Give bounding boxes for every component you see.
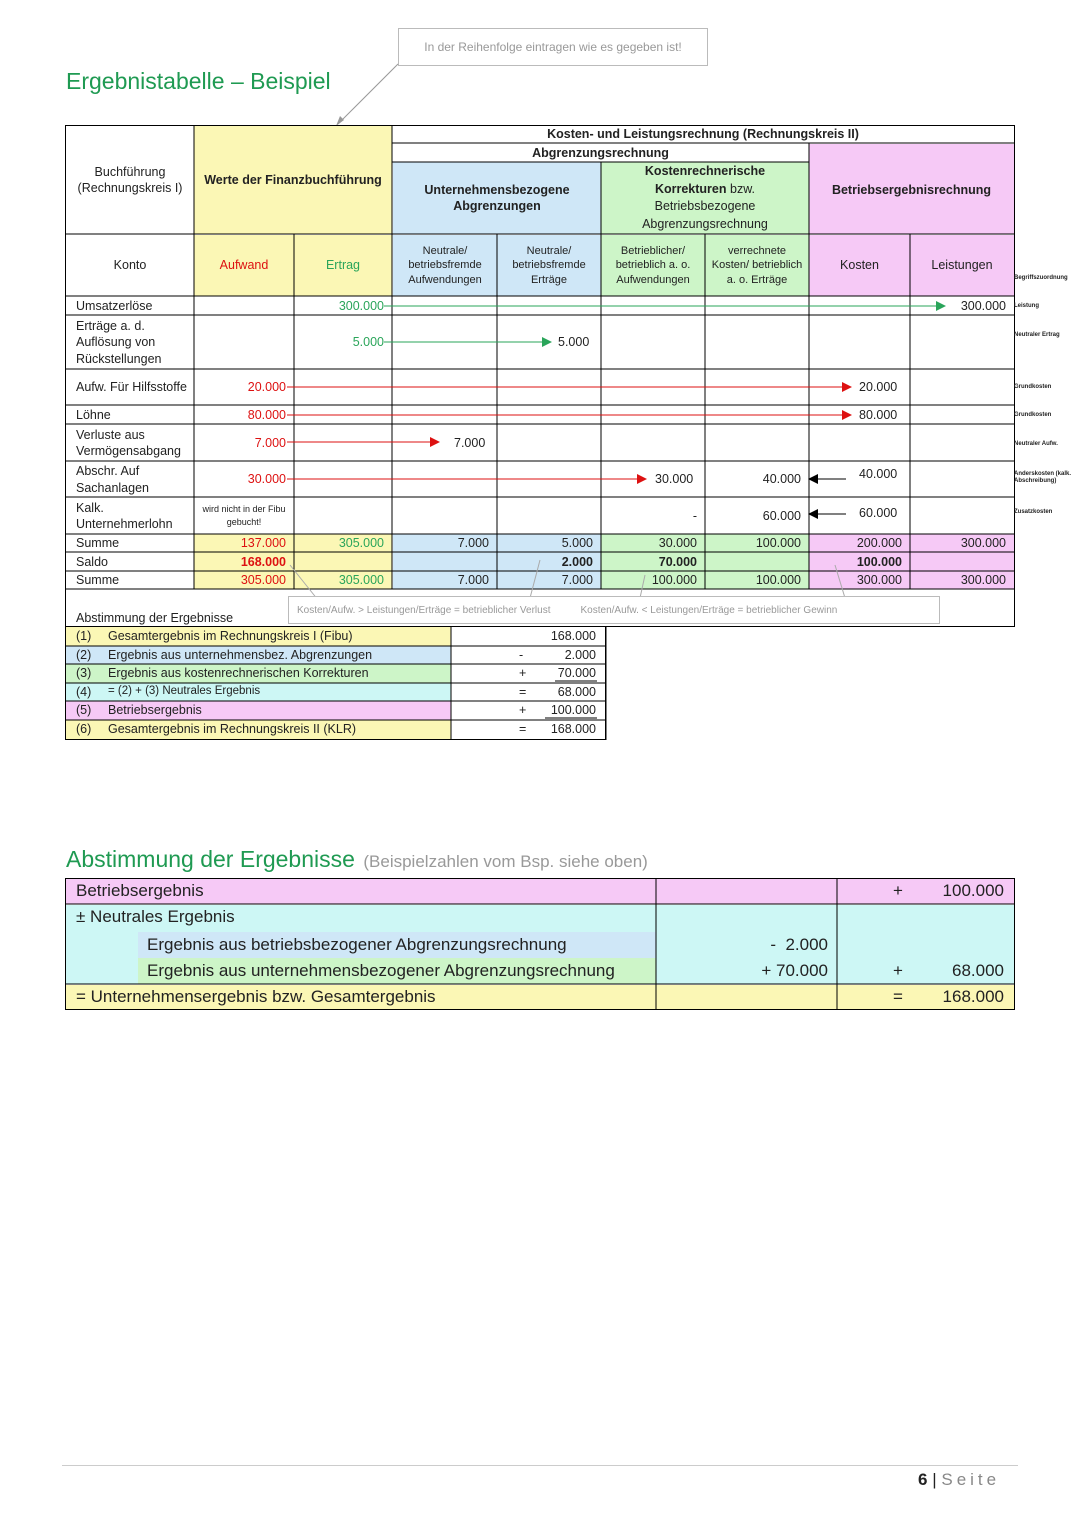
betr-aufw-cell: - (692, 508, 697, 523)
row-label: Ergebnis aus kostenrechnerischen Korrekturen (108, 666, 369, 680)
summe2-leist: 300.000 (960, 573, 1006, 588)
summe-n-ertr: 5.000 (561, 536, 593, 551)
summe-kosten: 200.000 (856, 536, 902, 551)
row-op: - (519, 648, 524, 662)
instruction-note: In der Reihenfolge eintragen wie es gegeben ist! (398, 28, 708, 66)
neutral-op: + (893, 961, 903, 980)
row-value: 2.000 (564, 648, 596, 662)
betr-aufw-cell: 30.000 (655, 472, 694, 487)
side-label: Grundkosten (1014, 412, 1052, 418)
ertrag-value: 300.000 (338, 298, 384, 313)
row-index: (4) (76, 685, 92, 699)
kosten-cell: 60.000 (859, 505, 898, 520)
kostenrechn-bzw: bzw. (726, 181, 756, 196)
row-label: = (2) + (3) Neutrales Ergebnis (108, 685, 261, 697)
konto-cell: Löhne (76, 407, 111, 422)
konto-cell: Kalk. Unternehmerlohn (76, 500, 173, 531)
konto-cell: Verluste aus Vermögensabgang (76, 427, 181, 458)
col-aufwand: Aufwand (219, 258, 269, 273)
row-label: Gesamtergebnis im Rechnungskreis II (KLR) (108, 722, 357, 736)
betriebsergebnis-label: Betriebsergebnis (76, 881, 204, 900)
saldo-aufwand: 168.000 (240, 554, 286, 569)
col-konto: Konto (113, 258, 147, 273)
summe-label: Summe (76, 536, 120, 551)
aufwand-value: 80.000 (247, 407, 286, 422)
row-index: (3) (76, 666, 92, 680)
row-index: (5) (76, 703, 92, 717)
row-op: + (519, 703, 527, 717)
gesamt-value: 168.000 (942, 987, 1004, 1006)
footer-sep: | (932, 1470, 937, 1489)
summe2-n-aufw: 7.000 (457, 573, 489, 588)
side-label: Neutraler Aufw. (1014, 441, 1058, 447)
col-leistungen: Leistungen (931, 258, 993, 273)
betriebsbez-value: - 2.000 (770, 935, 828, 954)
konto-cell: Aufw. Für Hilfsstoffe (76, 380, 187, 395)
saldo-n-ertr: 2.000 (561, 554, 593, 569)
betriebsbez-label: Ergebnis aus betriebsbezogener Abgrenzungsrechnung (147, 935, 567, 954)
gesamt-op: = (893, 987, 903, 1006)
row-index: (6) (76, 722, 92, 736)
konto-cell: Abschr. Auf Sachanlagen (76, 464, 149, 495)
verr-kosten-cell: 40.000 (762, 472, 801, 487)
kostenrechn-korrekturen: Korrekturen (654, 181, 727, 196)
row-label: Gesamtergebnis im Rechnungskreis I (Fibu) (108, 629, 353, 643)
col-verr-kosten: verrechnete Kosten/ betrieblich a. o. Erträge (711, 245, 803, 286)
summe2-ertrag: 305.000 (338, 573, 384, 588)
kosten-cell: 80.000 (859, 407, 898, 422)
konto-cell: Erträge a. d. Auflösung von Rückstellungen (76, 319, 162, 366)
abgrenzung-header: Abgrenzungsrechnung (532, 145, 669, 160)
gesamt-label: = Unternehmensergebnis bzw. Gesamtergebnis (76, 987, 436, 1006)
col-neutral-aufw: Neutrale/ betriebsfremde Aufwendungen (408, 245, 482, 286)
summe-verr: 100.000 (755, 536, 801, 551)
side-label: Anderskosten (kalk. Abschreibung) (1014, 471, 1072, 485)
neutral-aufw-cell: 7.000 (454, 435, 486, 450)
ertrag-value: 5.000 (352, 335, 384, 350)
aufwand-value: 30.000 (247, 472, 286, 487)
note-gewinn: Kosten/Aufw. < Leistungen/Erträge = betrieblicher Gewinn (580, 604, 838, 616)
buchfuehrung-header: Buchführung (Rechnungskreis I) (77, 164, 183, 195)
summe-aufwand: 137.000 (240, 536, 286, 551)
side-label: Leistung (1014, 303, 1039, 309)
kostenrechn-line3: Betriebsbezogene (654, 199, 756, 213)
footer-divider (62, 1465, 1018, 1466)
page-number: 6 (918, 1470, 928, 1489)
col-betr-aufw: Betrieblicher/ betrieblich a. o. Aufwendungen (615, 245, 691, 286)
page-title: Ergebnistabelle – Beispiel (66, 68, 331, 94)
summe-leist: 300.000 (960, 536, 1006, 551)
side-label: Grundkosten (1014, 384, 1052, 390)
unternehmensbez-label: Ergebnis aus unternehmensbezogener Abgrenzungsrechnung (147, 961, 615, 980)
summe2-label: Summe (76, 573, 120, 588)
summe-n-aufw: 7.000 (457, 536, 489, 551)
col-neutral-ertr: Neutrale/ betriebsfremde Erträge (512, 245, 586, 286)
leistungen-cell: 300.000 (960, 298, 1006, 313)
row-op: = (519, 685, 527, 699)
abstimmung-label: Abstimmung der Ergebnisse (76, 611, 234, 625)
verr-kosten-cell: 60.000 (762, 508, 801, 523)
col-kosten: Kosten (840, 258, 879, 273)
unternehmensbez-value: + 70.000 (761, 961, 828, 980)
fibu-note-cell: wird nicht in der Fibu gebucht! (202, 504, 286, 527)
summe-ertrag: 305.000 (338, 536, 384, 551)
row-value: 68.000 (557, 685, 596, 699)
be-op: + (893, 881, 903, 900)
note-verlust: Kosten/Aufw. > Leistungen/Erträge = betrieblicher Verlust (297, 604, 551, 616)
side-label: Neutraler Ertrag (1014, 332, 1060, 338)
row-op: + (519, 666, 527, 680)
summe2-kosten: 300.000 (856, 573, 902, 588)
neutral-label: ± Neutrales Ergebnis (76, 907, 235, 926)
side-label: Zusatzkosten (1014, 509, 1053, 515)
summe-b-aufw: 30.000 (658, 536, 697, 551)
kostenrechn-line1: Kostenrechnerische (644, 164, 766, 178)
summe2-n-ertr: 7.000 (561, 573, 593, 588)
summe2-verr: 100.000 (755, 573, 801, 588)
side-label: Begriffszuordnung (1014, 275, 1068, 281)
footer-word: Seite (941, 1470, 1001, 1489)
unternehmen-header: Unternehmensbezogene Abgrenzungen (424, 182, 570, 213)
klr-header: Kosten- und Leistungsrechnung (Rechnungskreis II) (547, 127, 859, 142)
fibu-header: Werte der Finanzbuchführung (204, 172, 382, 187)
kostenrechn-line4: Abgrenzungsrechnung (642, 216, 768, 231)
section2-subtitle: (Beispielzahlen vom Bsp. siehe oben) (363, 852, 648, 871)
row-value: 70.000 (557, 666, 596, 680)
row-value: 100.000 (550, 703, 596, 717)
row-value: 168.000 (550, 629, 596, 643)
row-op: = (519, 722, 527, 736)
aufwand-value: 7.000 (254, 435, 286, 450)
konto-cell: Umsatzerlöse (76, 298, 153, 313)
kosten-cell: 40.000 (859, 467, 898, 482)
row-label: Betriebsergebnis (108, 703, 202, 717)
page-footer (918, 1470, 1000, 1490)
neutral-value: 68.000 (952, 961, 1004, 980)
kosten-cell: 20.000 (859, 380, 898, 395)
saldo-b-aufw: 70.000 (658, 554, 697, 569)
saldo-kosten: 100.000 (856, 554, 902, 569)
saldo-label: Saldo (76, 554, 108, 569)
row-label: Ergebnis aus unternehmensbez. Abgrenzungen (108, 648, 373, 662)
neutral-ertr-cell: 5.000 (558, 335, 590, 350)
summe2-aufwand: 305.000 (240, 573, 286, 588)
summe2-b-aufw: 100.000 (651, 573, 697, 588)
row-value: 168.000 (550, 722, 596, 736)
col-ertrag: Ertrag (325, 258, 361, 273)
be-value: 100.000 (942, 881, 1004, 900)
row-index: (1) (76, 629, 92, 643)
aufwand-value: 20.000 (247, 380, 286, 395)
row-index: (2) (76, 648, 92, 662)
betriebsergebnis-header: Betriebsergebnisrechnung (831, 182, 992, 197)
section2-heading: Abstimmung der Ergebnisse (66, 846, 355, 872)
